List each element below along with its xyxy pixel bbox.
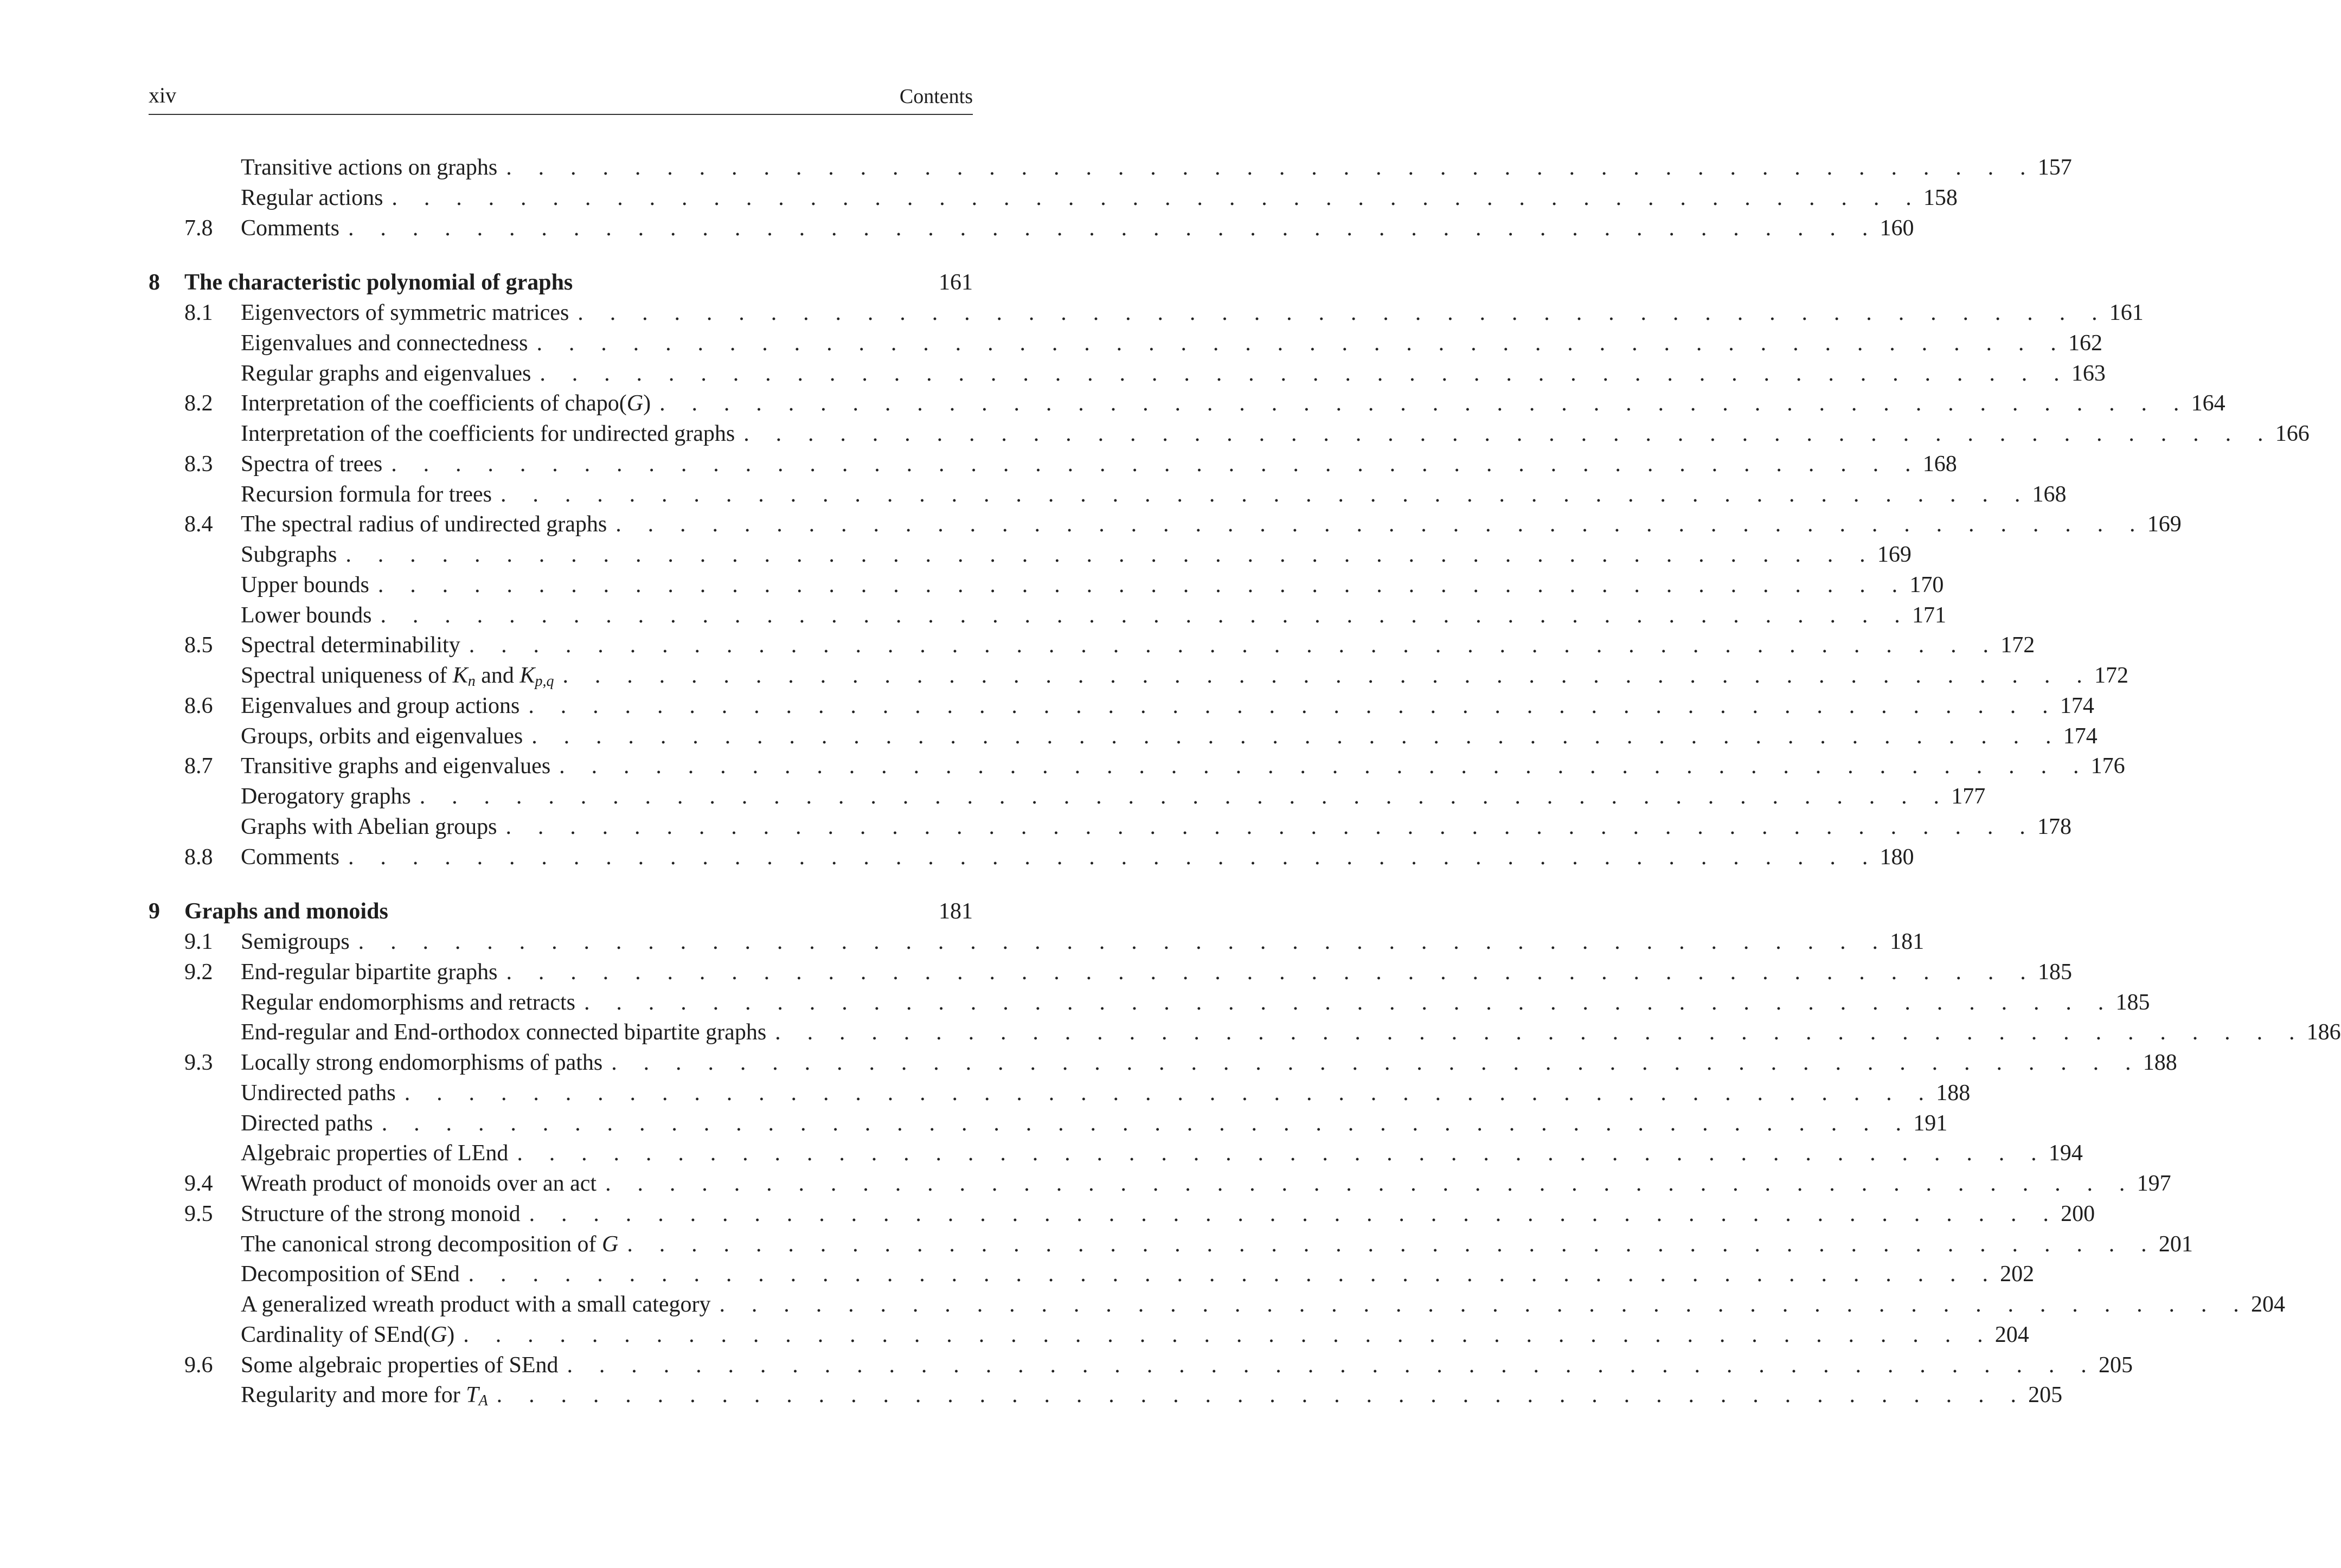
toc-subsection [149, 661, 2128, 691]
toc-page: 174 [2063, 723, 2098, 749]
toc-number: 7.8 [184, 215, 213, 241]
toc-subsection [149, 1290, 2285, 1320]
toc-subsection [149, 1078, 1971, 1109]
dot-leader: . . . . . . . . . . . . . . . . . . . . . . . . . . . . . . . . . . . . . . . . . . . . . . . . [468, 1262, 1999, 1287]
dot-leader: . . . . . . . . . . . . . . . . . . . . . . . . . . . . . . . . . . . . . . . . . . . . . . . . [377, 572, 1908, 597]
dot-leader: . . . . . . . . . . . . . . . . . . . . . . . . . . . . . . . . . . . . . . . . . . . . . . . . [380, 602, 1910, 628]
toc-number: 9.3 [184, 1050, 213, 1075]
toc-subsection [149, 1259, 2035, 1290]
toc-title: Decomposition of SEnd [241, 1262, 460, 1287]
toc-section [149, 1199, 2095, 1230]
toc-page: 204 [2251, 1292, 2285, 1317]
toc-section [149, 1169, 2171, 1199]
toc-page: 163 [2071, 361, 2106, 386]
dot-leader: . . . . . . . . . . . . . . . . . . . . . . . . . . . . . . . . . . . . . . . . . . . . . . . . [506, 155, 2036, 180]
toc-subsection [149, 153, 2072, 183]
dot-leader: . . . . . . . . . . . . . . . . . . . . . . . . . . . . . . . . . . . . . . . . . . . . . . . . [528, 693, 2058, 718]
toc-title: The spectral radius of undirected graphs [241, 512, 607, 537]
toc-subsection [149, 540, 1912, 570]
math-subscript: n [467, 673, 476, 690]
toc-page: 168 [1922, 451, 1957, 477]
toc-page: 161 [939, 270, 973, 295]
dot-leader: . . . . . . . . . . . . . . . . . . . . . . . . . . . . . . . . . . . . . . . . . . . . . . . . [559, 754, 2089, 779]
toc-subsection [149, 1380, 2063, 1411]
toc-page: 200 [2061, 1201, 2095, 1226]
toc-page: 205 [2028, 1383, 2063, 1408]
toc-title: Wreath product of monoids over an act [241, 1171, 597, 1196]
toc-number: 9.1 [184, 929, 213, 954]
toc-subsection [149, 1109, 1948, 1139]
toc-section [149, 691, 2094, 722]
math-variable: G [602, 1231, 619, 1257]
dot-leader: . . . . . . . . . . . . . . . . . . . . . . . . . . . . . . . . . . . . . . . . . . . . . . . . [775, 1020, 2305, 1045]
math-subscript: p,q [535, 673, 554, 690]
dot-leader: . . . . . . . . . . . . . . . . . . . . . . . . . . . . . . . . . . . . . . . . . . . . . . . . [348, 215, 1878, 241]
toc-page: 166 [2275, 421, 2310, 446]
toc-page: 176 [2090, 754, 2125, 779]
dot-leader: . . . . . . . . . . . . . . . . . . . . . . . . . . . . . . . . . . . . . . . . . . . . . . . . [719, 1292, 2249, 1317]
dot-leader: . . . . . . . . . . . . . . . . . . . . . . . . . . . . . . . . . . . . . . . . . . . . . . . . [404, 1080, 1935, 1106]
toc-page: 172 [2094, 663, 2128, 688]
math-variable: G [430, 1322, 447, 1347]
toc-page: 201 [2158, 1231, 2193, 1257]
dot-leader: . . . . . . . . . . . . . . . . . . . . . . . . . . . . . . . . . . . . . . . . . . . . . . . . [562, 663, 2093, 688]
toc-subsection [149, 722, 2098, 752]
math-subscript: A [478, 1392, 488, 1410]
toc-page: 185 [2115, 989, 2150, 1015]
toc-page: 186 [2306, 1020, 2341, 1045]
toc-title: Subgraphs [241, 542, 337, 567]
toc-number: 8.4 [184, 512, 213, 537]
toc-title: Lower bounds [241, 602, 372, 628]
toc-subsection [149, 988, 2150, 1018]
toc-section [149, 927, 1925, 957]
dot-leader: . . . . . . . . . . . . . . . . . . . . . . . . . . . . . . . . . . . . . . . . . . . . . . . . [615, 512, 2146, 537]
toc-page: 180 [1880, 844, 1914, 870]
toc-page: 188 [2143, 1050, 2177, 1075]
toc-page: 170 [1909, 572, 1944, 597]
dot-leader: . . . . . . . . . . . . . . . . . . . . . . . . . . . . . . . . . . . . . . . . . . . . . . . . [501, 481, 2031, 507]
dot-leader: . . . . . . . . . . . . . . . . . . . . . . . . . . . . . . . . . . . . . . . . . . . . . . . . [567, 1352, 2097, 1378]
toc-page: 158 [1923, 185, 1958, 210]
toc-section [149, 510, 2182, 540]
dot-leader: . . . . . . . . . . . . . . . . . . . . . . . . . . . . . . . . . . . . . . . . . . . . . . . . [348, 844, 1878, 870]
toc-page: 174 [2060, 693, 2094, 718]
toc-title: Derogatory graphs [241, 784, 411, 809]
toc-title: Comments [241, 844, 340, 870]
toc-section [149, 631, 2035, 661]
running-title: Contents [899, 85, 973, 108]
toc-subsection [149, 480, 2067, 510]
toc-page: 185 [2037, 959, 2072, 985]
toc-subsection [149, 570, 1944, 601]
toc-title: Eigenvectors of symmetric matrices [241, 300, 569, 325]
running-header [149, 82, 973, 115]
toc-section [149, 751, 2125, 782]
dot-leader: . . . . . . . . . . . . . . . . . . . . . . . . . . . . . . . . . . . . . . . . . . . . . . . . [391, 451, 1921, 477]
toc-title: Algebraic properties of LEnd [241, 1141, 509, 1166]
toc-page: 181 [1890, 929, 1925, 954]
toc-subsection [149, 1018, 2341, 1048]
math-variable: G [626, 391, 644, 416]
toc-title: Comments [241, 215, 340, 241]
toc-title: Transitive graphs and eigenvalues [241, 754, 551, 779]
toc-page: 168 [2032, 481, 2067, 507]
toc-number: 8.7 [184, 754, 213, 779]
toc-title: Spectral determinability [241, 633, 460, 658]
toc-subsection [149, 329, 2102, 359]
toc-number: 8.2 [184, 391, 213, 416]
toc-subsection [149, 1230, 2193, 1260]
toc-title: End-regular and End-orthodox connected bipartite graphs [241, 1020, 767, 1045]
toc-section [149, 843, 1914, 873]
toc-page: 191 [1913, 1110, 1948, 1136]
toc-title: Regularity and more for $T_A$ [241, 1383, 488, 1410]
toc-title: A generalized wreath product with a small category [241, 1292, 711, 1317]
toc-number: 8.3 [184, 451, 213, 477]
toc-chapter [149, 897, 973, 927]
toc-title: Regular graphs and eigenvalues [241, 361, 531, 386]
toc-title: Directed paths [241, 1110, 373, 1136]
toc-page: 197 [2137, 1171, 2171, 1196]
toc-subsection [149, 419, 2310, 449]
toc-page: 172 [2000, 633, 2035, 658]
toc-title: Some algebraic properties of SEnd [241, 1352, 559, 1378]
toc-subsection [149, 183, 1958, 214]
math-variable: T [466, 1383, 479, 1408]
toc-number: 8 [149, 270, 160, 295]
toc-number: 9.5 [184, 1201, 213, 1226]
dot-leader: . . . . . . . . . . . . . . . . . . . . . . . . . . . . . . . . . . . . . . . . . . . . . . . . [743, 421, 2274, 446]
toc-subsection [149, 359, 2106, 389]
toc-title: Upper bounds [241, 572, 369, 597]
dot-leader: . . . . . . . . . . . . . . . . . . . . . . . . . . . . . . . . . . . . . . . . . . . . . . . . [392, 185, 1922, 210]
toc-section [149, 298, 2144, 329]
math-variable: K [519, 663, 535, 688]
table-of-contents [149, 153, 2341, 1411]
toc-number: 8.1 [184, 300, 213, 325]
dot-leader: . . . . . . . . . . . . . . . . . . . . . . . . . . . . . . . . . . . . . . . . . . . . . . . . [419, 784, 1950, 809]
toc-number: 9.4 [184, 1171, 213, 1196]
toc-title: Graphs with Abelian groups [241, 814, 497, 839]
toc-section [149, 1351, 2133, 1381]
toc-number: 9.6 [184, 1352, 213, 1378]
toc-title: Regular endomorphisms and retracts [241, 989, 575, 1015]
toc-page: 162 [2068, 330, 2102, 356]
toc-section [149, 214, 1914, 244]
toc-title: The characteristic polynomial of graphs [184, 270, 573, 295]
toc-number: 8.5 [184, 633, 213, 658]
toc-title: Eigenvalues and group actions [241, 693, 520, 718]
dot-leader: . . . . . . . . . . . . . . . . . . . . . . . . . . . . . . . . . . . . . . . . . . . . . . . . [463, 1322, 1993, 1347]
toc-title: Structure of the strong monoid [241, 1201, 521, 1226]
toc-number: 9.2 [184, 959, 213, 985]
dot-leader: . . . . . . . . . . . . . . . . . . . . . . . . . . . . . . . . . . . . . . . . . . . . . . . . [358, 929, 1889, 954]
dot-leader: . . . . . . . . . . . . . . . . . . . . . . . . . . . . . . . . . . . . . . . . . . . . . . . . [505, 814, 2036, 839]
toc-page: 181 [939, 899, 973, 924]
dot-leader: . . . . . . . . . . . . . . . . . . . . . . . . . . . . . . . . . . . . . . . . . . . . . . . . [584, 989, 2114, 1015]
toc-title: The canonical strong decomposition of G [241, 1231, 619, 1257]
toc-subsection [149, 1139, 2083, 1169]
dot-leader: . . . . . . . . . . . . . . . . . . . . . . . . . . . . . . . . . . . . . . . . . . . . . . . . [536, 330, 2067, 356]
toc-page: 194 [2048, 1141, 2083, 1166]
toc-page: 164 [2191, 391, 2225, 416]
toc-title: Groups, orbits and eigenvalues [241, 723, 523, 749]
toc-number: 8.6 [184, 693, 213, 718]
toc-title: Spectra of trees [241, 451, 383, 477]
toc-page: 169 [1877, 542, 1912, 567]
toc-page: 205 [2099, 1352, 2133, 1378]
dot-leader: . . . . . . . . . . . . . . . . . . . . . . . . . . . . . . . . . . . . . . . . . . . . . . . . [627, 1231, 2157, 1257]
dot-leader: . . . . . . . . . . . . . . . . . . . . . . . . . . . . . . . . . . . . . . . . . . . . . . . . [469, 633, 1999, 658]
toc-title: Eigenvalues and connectedness [241, 330, 528, 356]
toc-page: 157 [2037, 155, 2072, 180]
page-folio: xiv [149, 83, 177, 107]
dot-leader: . . . . . . . . . . . . . . . . . . . . . . . . . . . . . . . . . . . . . . . . . . . . . . . . [659, 391, 2190, 416]
dot-leader: . . . . . . . . . . . . . . . . . . . . . . . . . . . . . . . . . . . . . . . . . . . . . . . . [506, 959, 2036, 985]
toc-page: 188 [1936, 1080, 1971, 1106]
toc-title: Cardinality of SEnd(G) [241, 1322, 455, 1347]
toc-subsection [149, 601, 1946, 631]
dot-leader: . . . . . . . . . . . . . . . . . . . . . . . . . . . . . . . . . . . . . . . . . . . . . . . . [517, 1141, 2047, 1166]
dot-leader: . . . . . . . . . . . . . . . . . . . . . . . . . . . . . . . . . . . . . . . . . . . . . . . . [529, 1201, 2060, 1226]
dot-leader: . . . . . . . . . . . . . . . . . . . . . . . . . . . . . . . . . . . . . . . . . . . . . . . . [496, 1383, 2027, 1408]
toc-section [149, 389, 2225, 419]
toc-page: 171 [1912, 602, 1946, 628]
toc-number: 9 [149, 899, 160, 924]
toc-title: Regular actions [241, 185, 383, 210]
toc-page: 204 [1994, 1322, 2029, 1347]
toc-section [149, 957, 2072, 988]
toc-title: Undirected paths [241, 1080, 396, 1106]
toc-title: Locally strong endomorphisms of paths [241, 1050, 603, 1075]
toc-page: 161 [2109, 300, 2144, 325]
toc-subsection [149, 782, 1986, 812]
dot-leader: . . . . . . . . . . . . . . . . . . . . . . . . . . . . . . . . . . . . . . . . . . . . . . . . [605, 1171, 2135, 1196]
dot-leader: . . . . . . . . . . . . . . . . . . . . . . . . . . . . . . . . . . . . . . . . . . . . . . . . [540, 361, 2070, 386]
toc-section [149, 449, 1957, 480]
toc-title: Transitive actions on graphs [241, 155, 498, 180]
toc-page: 169 [2147, 512, 2182, 537]
toc-title: Graphs and monoids [184, 899, 388, 924]
toc-title: Interpretation of the coefficients for undirected graphs [241, 421, 735, 446]
toc-title: Recursion formula for trees [241, 481, 492, 507]
dot-leader: . . . . . . . . . . . . . . . . . . . . . . . . . . . . . . . . . . . . . . . . . . . . . . . . [345, 542, 1876, 567]
toc-page: 178 [2037, 814, 2071, 839]
toc-title: Interpretation of the coefficients of chapo(G) [241, 391, 651, 416]
toc-section [149, 1048, 2177, 1078]
toc-number: 8.8 [184, 844, 213, 870]
toc-subsection [149, 812, 2071, 843]
toc-subsection [149, 1320, 2029, 1351]
toc-title: Semigroups [241, 929, 350, 954]
toc-page: 177 [1951, 784, 1986, 809]
dot-leader: . . . . . . . . . . . . . . . . . . . . . . . . . . . . . . . . . . . . . . . . . . . . . . . . [531, 723, 2062, 749]
toc-page: 160 [1880, 215, 1914, 241]
math-variable: K [452, 663, 468, 688]
dot-leader: . . . . . . . . . . . . . . . . . . . . . . . . . . . . . . . . . . . . . . . . . . . . . . . . [381, 1110, 1912, 1136]
toc-title: Spectral uniqueness of $K_n$ and $K_{p,q}$ [241, 663, 554, 690]
toc-chapter [149, 268, 973, 298]
toc-page: 202 [2000, 1262, 2035, 1287]
dot-leader: . . . . . . . . . . . . . . . . . . . . . . . . . . . . . . . . . . . . . . . . . . . . . . . . [578, 300, 2108, 325]
toc-title: End-regular bipartite graphs [241, 959, 498, 985]
dot-leader: . . . . . . . . . . . . . . . . . . . . . . . . . . . . . . . . . . . . . . . . . . . . . . . . [611, 1050, 2141, 1075]
